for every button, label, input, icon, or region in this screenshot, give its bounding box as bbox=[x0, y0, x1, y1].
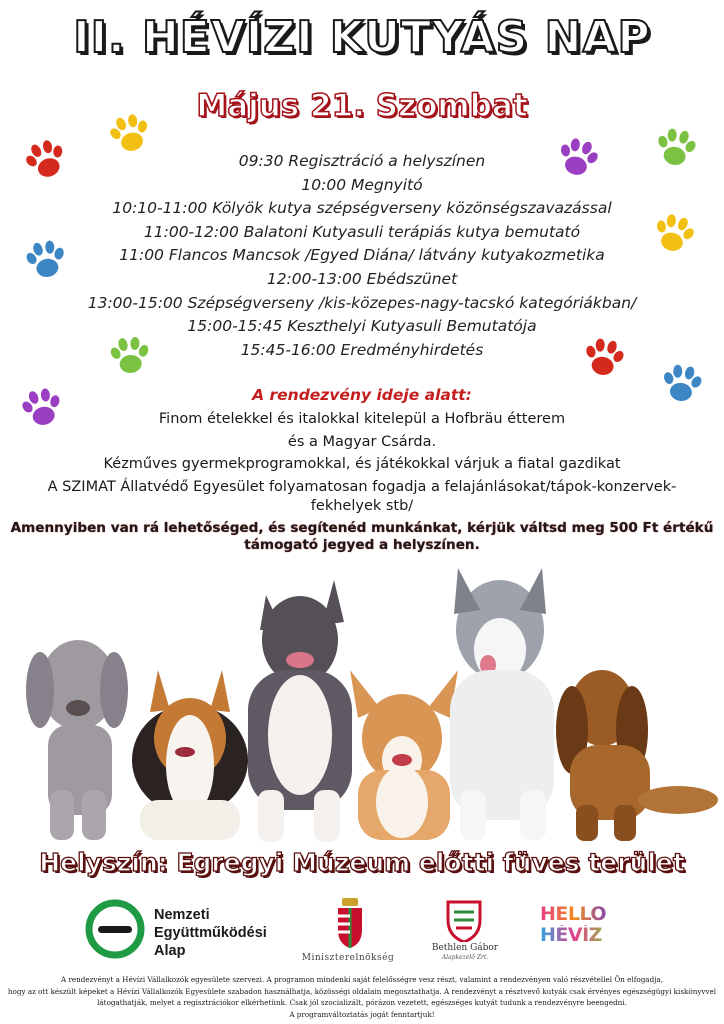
coat-of-arms-icon bbox=[336, 898, 364, 948]
ministry-label: Miniszterelnökség bbox=[301, 953, 395, 963]
poster-title: II. HÉVÍZI KUTYÁS NAP bbox=[73, 12, 651, 63]
schedule-list bbox=[40, 150, 684, 362]
support-note bbox=[10, 520, 714, 554]
schedule-item: 11:00-12:00 Balatoni Kutyasuli terápiás kutya bemutató bbox=[143, 222, 581, 241]
info-line: és a Magyar Csárda. bbox=[287, 433, 437, 450]
schedule-item: 10:00 Megnyitó bbox=[301, 175, 423, 194]
support-line: Amennyiben van rá lehetőséged, és segítenéd munkánkat, kérjük váltsd meg 500 Ft értékű bbox=[10, 520, 714, 536]
schedule-item: 15:45-16:00 Eredményhirdetés bbox=[240, 340, 484, 359]
event-date: Május 21. Szombat bbox=[196, 88, 528, 124]
during-info bbox=[8, 408, 716, 515]
dog-group-image bbox=[10, 560, 720, 845]
bethlen-sublabel: Alapkezelő Zrt. bbox=[441, 954, 489, 961]
schedule-item: 13:00-15:00 Szépségverseny /kis-közepes-nagy-tacskó kategóriákban/ bbox=[87, 293, 637, 312]
info-line: fekhelyek stb/ bbox=[310, 498, 414, 514]
heviz-text: HÉVÍZ bbox=[540, 925, 610, 946]
fine-print: A rendezvényt a Hévízi Vállalkozók egyesülete szervezi. A programon mindenki saját felelősségre vesz részt, valamint a rendezvényen való részvétellel Ön elfogadja, hogy az ott készült képeket a Hévízi Vállalkozók Egyesülete szabadon használhatja, közösségi oldalain megosztathatja. A rendezvényt a résztvevő kutyák csak érvényes egészségügyi kiskönyvvel látogathatják, melyet a regisztrációkor elkérhetünk. Csak jól szocializált, pórázon vezetett, egészséges kutyát tudunk a rendezvényre beengedni. A programváltoztatás jogát fenntartjuk! bbox=[7, 975, 717, 1019]
hello-heviz-logo bbox=[540, 904, 610, 950]
event-location: Helyszín: Egregyi Múzeum előtti füves terület bbox=[39, 848, 685, 877]
info-line: A SZIMAT Állatvédő Egyesület folyamatosan fogadja a felajánlásokat/tápok-konzervek- bbox=[47, 478, 677, 495]
schedule-item: 12:00-13:00 Ebédszünet bbox=[266, 269, 458, 288]
nea-logo-icon bbox=[84, 898, 146, 960]
schedule-item: 11:00 Flancos Mancsok /Egyed Diána/ látvány kutyakozmetika bbox=[119, 246, 605, 265]
during-heading: A rendezvény ideje alatt: bbox=[252, 386, 472, 404]
schedule-item: 15:00-15:45 Keszthelyi Kutyasuli Bemutatója bbox=[187, 317, 537, 336]
info-line: Finom ételekkel és italokkal kitelepül a Hofbräu étterem bbox=[158, 411, 566, 427]
hello-text: HELLO bbox=[540, 904, 610, 925]
schedule-item: 09:30 Regisztráció a helyszínen bbox=[238, 152, 486, 170]
nea-logo-text: Nemzeti Együttműködési Alap bbox=[154, 907, 267, 959]
bethlen-label: Bethlen Gábor bbox=[431, 943, 499, 953]
bethlen-logo-icon bbox=[446, 898, 482, 942]
support-line: támogató jegyed a helyszínen. bbox=[244, 537, 480, 553]
info-line: Kézműves gyermekprogramokkal, és játékokkal várjuk a fiatal gazdikat bbox=[103, 456, 621, 472]
schedule-item: 10:10-11:00 Kölyök kutya szépségverseny közönségszavazással bbox=[112, 199, 612, 218]
